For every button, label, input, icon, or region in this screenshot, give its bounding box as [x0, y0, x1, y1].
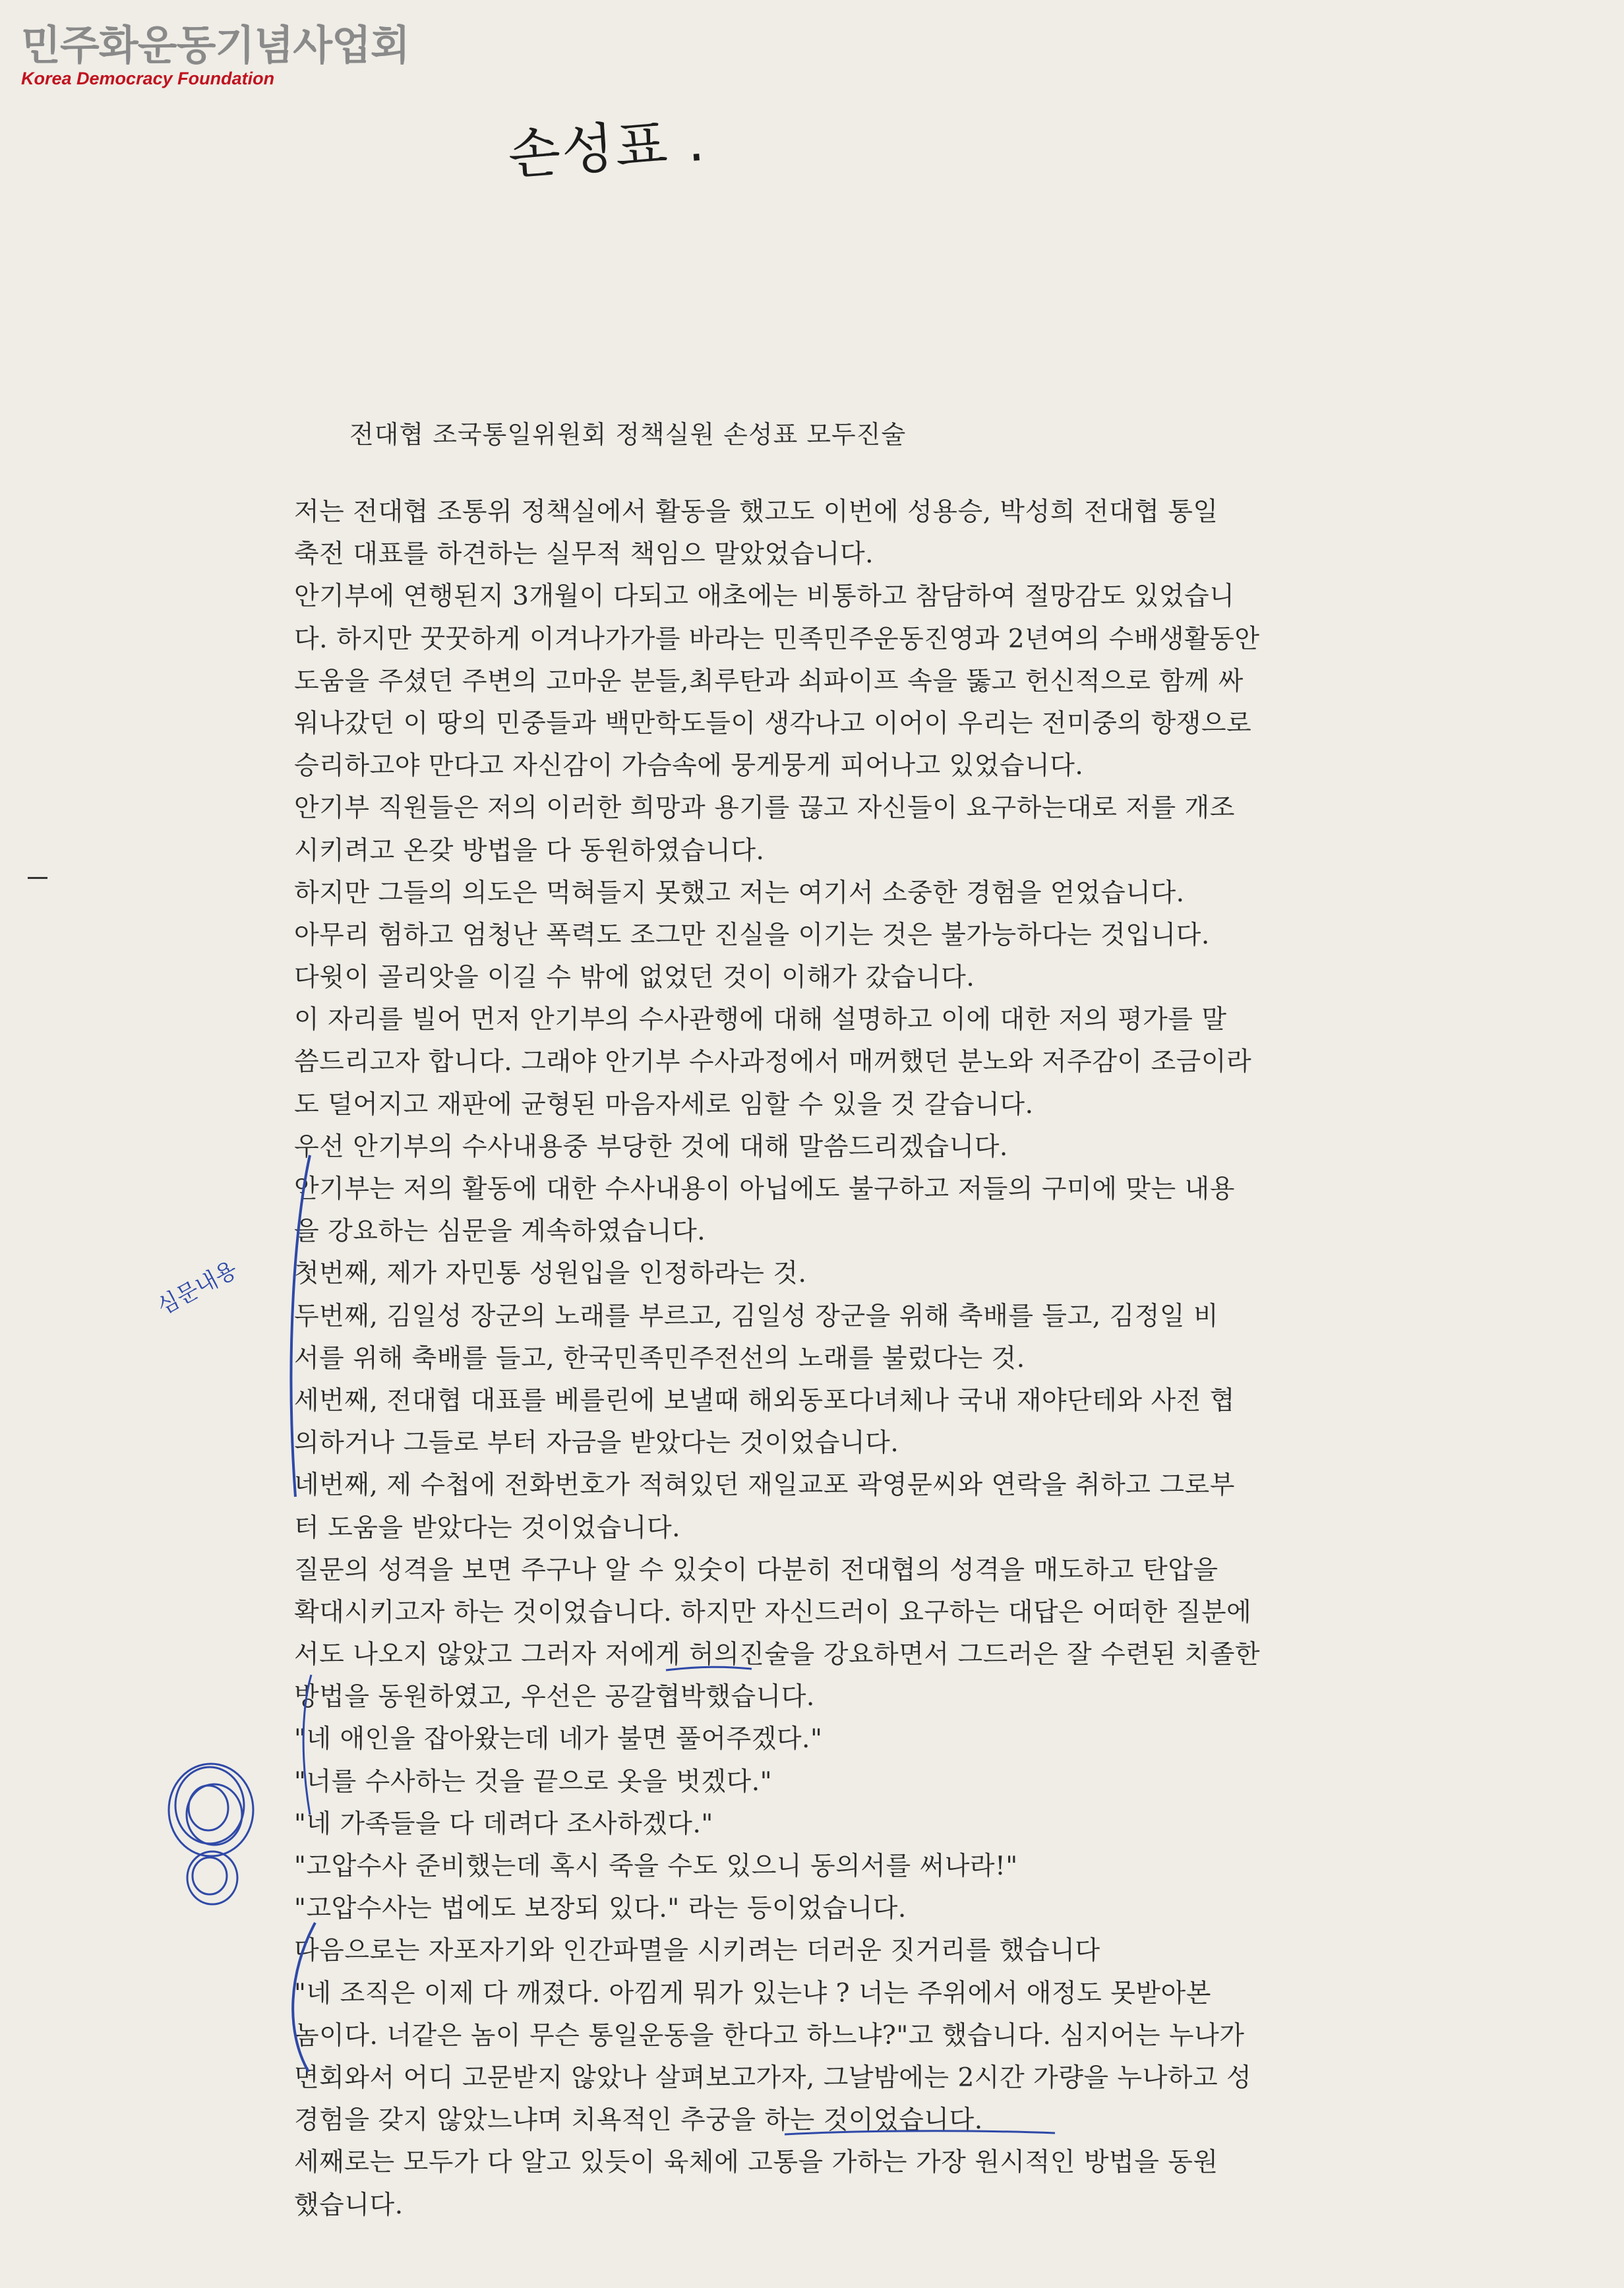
- text-line: 터 도움을 받았다는 것이었습니다.: [294, 1513, 681, 1543]
- text-line: 세번째, 전대협 대표를 베를린에 보낼때 해외동포다녀체나 국내 재야단테와 사전 협: [294, 1385, 1235, 1416]
- underline-threat: [666, 1667, 752, 1670]
- logo-english-text: Korea Democracy Foundation: [21, 69, 275, 88]
- text-line: 의하거나 그들로 부터 자금을 받았다는 것이었습니다.: [294, 1428, 899, 1459]
- underline-physical-pain: [785, 2131, 1055, 2134]
- text-line: 시키려고 온갖 방법을 다 동원하였습니다.: [294, 835, 765, 866]
- text-line: 질문의 성격을 보면 주구나 알 수 있숫이 다분히 전대협의 성격을 매도하고 탄압을: [294, 1555, 1218, 1585]
- text-line: 을 강요하는 심문을 계속하였습니다.: [294, 1217, 706, 1247]
- text-line: 방법을 동원하였고, 우선은 공갈협박했습니다.: [294, 1682, 815, 1712]
- text-line: 이 자리를 빌어 먼저 안기부의 수사관행에 대해 설명하고 이에 대한 저의 평가를 말: [294, 1005, 1227, 1035]
- text-line: "너를 수사하는 것을 끝으로 옷을 벗겠다.": [294, 1766, 773, 1797]
- text-line: 세째로는 모두가 다 알고 있듯이 육체에 고통을 가하는 가장 원시적인 방법을 동원: [294, 2148, 1218, 2178]
- text-line: "네 가족들을 다 데려다 조사하겠다.": [294, 1809, 713, 1839]
- text-line: 우선 안기부의 수사내용중 부당한 것에 대해 말씀드리겠습니다.: [294, 1131, 1008, 1162]
- scribble-annotation: [169, 1764, 253, 1904]
- text-line: "고압수사는 법에도 보장되 있다." 라는 등이었습니다.: [294, 1894, 907, 1924]
- text-line: 다. 하지만 꿋꿋하게 이겨나가가를 바라는 민족민주운동진영과 2년여의 수배생활동안: [294, 624, 1260, 654]
- text-line: 안기부 직원들은 저의 이러한 희망과 용기를 끊고 자신들이 요구하는대로 저를 개조: [294, 793, 1235, 824]
- text-line: 두번째, 김일성 장군의 노래를 부르고, 김일성 장군을 위해 축배를 들고, 김정일 비: [294, 1301, 1219, 1331]
- handwritten-title: 손성표 .: [506, 110, 708, 187]
- text-line: 면회와서 어디 고문받지 않았나 살펴보고가자, 그날밤에는 2시간 가량을 누나하고 성: [294, 2062, 1252, 2093]
- text-line: 네번째, 제 수첩에 전화번호가 적혀있던 재일교포 곽영문씨와 연락을 취하고 그로부: [294, 1470, 1235, 1501]
- text-line: "네 애인을 잡아왔는데 네가 불면 풀어주겠다.": [294, 1724, 823, 1755]
- text-line: 안기부는 저의 활동에 대한 수사내용이 아닙에도 불구하고 저들의 구미에 맞는 내용: [294, 1174, 1235, 1204]
- text-line: 저는 전대협 조통위 정책실에서 활동을 했고도 이번에 성용승, 박성희 전대협 통일: [294, 497, 1218, 527]
- text-line: 축전 대표를 하견하는 실무적 책임으 말았었습니다.: [294, 539, 874, 570]
- text-line: 도움을 주셨던 주변의 고마운 분들,최루탄과 쇠파이프 속을 뚫고 헌신적으로 함께 싸: [294, 666, 1244, 696]
- text-line: 경험을 갖지 않았느냐며 치욕적인 추궁을 하는 것이었습니다.: [294, 2105, 983, 2136]
- text-line: 확대시키고자 하는 것이었습니다. 하지만 자신드러이 요구하는 대답은 어떠한 질분에: [294, 1597, 1252, 1627]
- text-line: 다윗이 골리앗을 이길 수 밖에 없었던 것이 이해가 갔습니다.: [294, 963, 975, 993]
- text-line: 승리하고야 만다고 자신감이 가슴속에 뭉게뭉게 피어나고 있었습니다.: [294, 751, 1084, 781]
- text-line: 워나갔던 이 땅의 민중들과 백만학도들이 생각나고 이어이 우리는 전미중의 항쟁으로: [294, 708, 1252, 738]
- text-line: 서를 위해 축배를 들고, 한국민족민주전선의 노래를 불렀다는 것.: [294, 1343, 1025, 1373]
- margin-handwritten-note: 심문내용: [152, 1256, 242, 1321]
- text-line: 도 덜어지고 재판에 균형된 마음자세로 임할 수 있을 것 갈습니다.: [294, 1089, 1034, 1120]
- text-line: 안기부에 연행된지 3개월이 다되고 애초에는 비통하고 참담하여 절망감도 있었습니: [294, 582, 1235, 612]
- text-line: 놈이다. 너같은 놈이 무슨 통일운동을 한다고 하느냐?"고 했습니다. 심지어는 누나가: [294, 2020, 1245, 2051]
- text-line: "네 조직은 이제 다 깨졌다. 아낌게 뭐가 있는냐 ? 너는 주위에서 애정도 못받아본: [294, 1978, 1211, 2008]
- text-line: 하지만 그들의 의도은 먹혀들지 못했고 저는 여기서 소중한 경험을 얻었습니다.: [294, 878, 1185, 908]
- text-line: 다음으로는 자포자기와 인간파멸을 시키려는 더러운 짓거리를 했습니다: [294, 1936, 1100, 1966]
- bracket-annotation-threats: [303, 1675, 311, 1815]
- text-line: 씀드리고자 합니다. 그래야 안기부 수사과정에서 매꺼했던 분노와 저주감이 조금이라: [294, 1047, 1252, 1077]
- logo-korean-text: 민주화운동기념사업회: [21, 21, 409, 69]
- bracket-annotation-humiliation: [293, 1923, 315, 2072]
- text-line: 첫번째, 제가 자민통 성원입을 인정하라는 것.: [294, 1259, 807, 1289]
- text-line: "고압수사 준비했는데 혹시 죽을 수도 있으니 동의서를 써나라!": [294, 1851, 1018, 1881]
- bracket-annotation-interrogation: [291, 1155, 310, 1497]
- text-line: 서도 나오지 않았고 그러자 저에게 허의진술을 강요하면서 그드러은 잘 수련된 치졸한: [294, 1640, 1261, 1670]
- text-line: 했습니다.: [294, 2190, 404, 2220]
- text-line: 아무리 험하고 엄청난 폭력도 조그만 진실을 이기는 것은 불가능하다는 것입니다.: [294, 920, 1210, 950]
- document-title: 전대협 조국통일위원회 정책실원 손성표 모두진술: [349, 420, 907, 449]
